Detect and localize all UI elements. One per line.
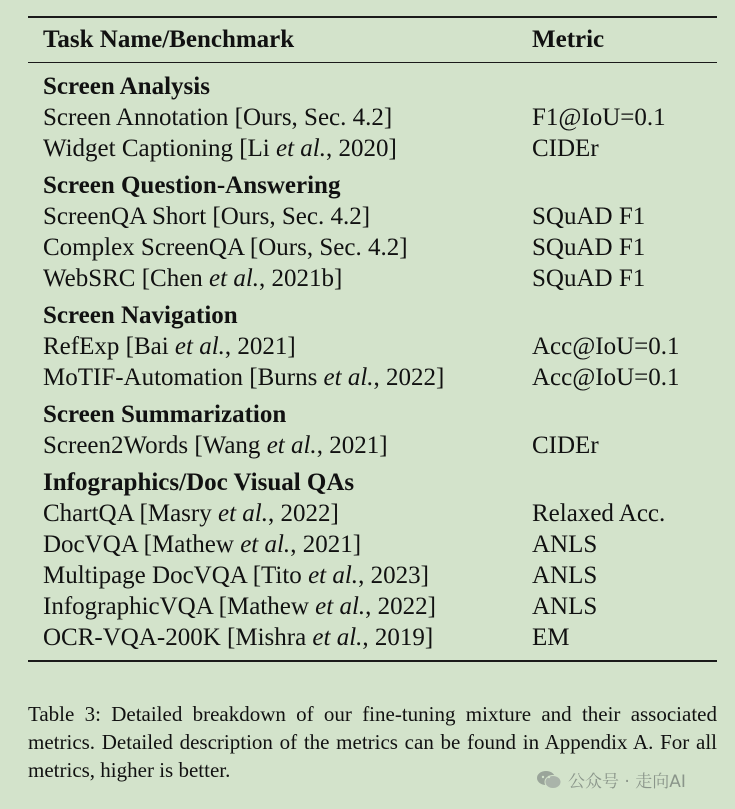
metric-value: SQuAD F1	[532, 265, 646, 292]
table-row	[28, 201, 717, 232]
citation-year: , 2019]	[362, 624, 434, 651]
benchmark-text: RefExp [Bai	[43, 333, 175, 360]
citation-year: , 2023]	[358, 562, 429, 589]
section-title: Infographics/Doc Visual QAs	[43, 469, 355, 496]
benchmark-name	[28, 498, 532, 529]
benchmark-name	[28, 560, 532, 591]
table-row	[28, 498, 717, 529]
benchmark-text: MoTIF-Automation [Burns	[43, 364, 324, 391]
table-header-rule	[28, 62, 717, 63]
benchmark-text: Complex ScreenQA [Ours, Sec. 4.2]	[43, 234, 408, 261]
et-al: et al.	[315, 593, 366, 620]
table-row	[28, 263, 717, 294]
table-row	[28, 362, 717, 393]
table-row	[28, 622, 717, 653]
watermark	[536, 767, 686, 792]
et-al: et al.	[209, 265, 260, 292]
metric-value: CIDEr	[532, 135, 599, 162]
benchmark-text: Screen Annotation [Ours, Sec. 4.2]	[43, 104, 393, 131]
benchmark-name	[28, 331, 532, 362]
et-al: et al.	[266, 432, 317, 459]
section-title: Screen Navigation	[43, 302, 238, 329]
section-title-row	[28, 467, 717, 498]
table-row	[28, 133, 717, 164]
metrics-table	[28, 16, 717, 662]
table-caption: Table 3: Detailed breakdown of our fine-tuning mixture and their associated metrics. Detailed description of the metrics can be found in Appendix A. For all metrics, higher is better.	[28, 702, 717, 782]
benchmark-text: Widget Captioning [Li	[43, 135, 276, 162]
benchmark-name	[28, 362, 532, 393]
table-row	[28, 331, 717, 362]
benchmark-text: OCR-VQA-200K [Mishra	[43, 624, 313, 651]
benchmark-name	[28, 591, 532, 622]
table-row	[28, 102, 717, 133]
et-al: et al.	[308, 562, 359, 589]
citation-year: , 2022]	[267, 500, 339, 527]
et-al: et al.	[275, 135, 326, 162]
metric-value: ANLS	[532, 531, 598, 558]
table-bottom-rule	[28, 660, 717, 662]
citation-year: , 2022]	[373, 364, 445, 391]
et-al: et al.	[323, 364, 374, 391]
table-row	[28, 232, 717, 263]
benchmark-name	[28, 529, 532, 560]
benchmark-name	[28, 430, 532, 461]
benchmark-name	[28, 133, 532, 164]
benchmark-name	[28, 263, 532, 294]
section-title: Screen Summarization	[43, 401, 287, 428]
metric-value: CIDEr	[532, 432, 599, 459]
citation-year: , 2021]	[290, 531, 362, 558]
table-header-row	[28, 18, 717, 62]
benchmark-name	[28, 622, 532, 653]
benchmark-name	[28, 201, 532, 232]
section-title-row	[28, 170, 717, 201]
metric-value: ANLS	[532, 593, 598, 620]
benchmark-text: Screen2Words [Wang	[43, 432, 267, 459]
wechat-icon	[536, 770, 562, 790]
section-title-row	[28, 300, 717, 331]
header-metric: Metric	[532, 26, 605, 53]
benchmark-name	[28, 102, 532, 133]
metric-value: Acc@IoU=0.1	[532, 333, 680, 360]
citation-year: , 2021]	[316, 432, 388, 459]
table-row	[28, 430, 717, 461]
section-title-row	[28, 399, 717, 430]
metric-value: EM	[532, 624, 570, 651]
citation-year: , 2021b]	[259, 265, 343, 292]
watermark-text: 公众号 · 走向AI	[568, 772, 686, 792]
benchmark-text: InfographicVQA [Mathew	[43, 593, 316, 620]
metric-value: Acc@IoU=0.1	[532, 364, 680, 391]
metric-value: F1@IoU=0.1	[532, 104, 666, 131]
benchmark-text: ScreenQA Short [Ours, Sec. 4.2]	[43, 203, 371, 230]
et-al: et al.	[174, 333, 225, 360]
benchmark-text: DocVQA [Mathew	[43, 531, 241, 558]
citation-year: , 2020]	[325, 135, 397, 162]
citation-year: , 2022]	[365, 593, 436, 620]
metric-value: Relaxed Acc.	[532, 500, 666, 527]
benchmark-text: Multipage DocVQA [Tito	[43, 562, 309, 589]
table-row	[28, 591, 717, 622]
table-body	[28, 71, 717, 653]
et-al: et al.	[217, 500, 268, 527]
benchmark-text: WebSRC [Chen	[43, 265, 210, 292]
header-task: Task Name/Benchmark	[43, 26, 295, 53]
metric-value: ANLS	[532, 562, 598, 589]
benchmark-text: ChartQA [Masry	[43, 500, 218, 527]
table-row	[28, 529, 717, 560]
section-title: Screen Analysis	[43, 73, 210, 100]
metric-value: SQuAD F1	[532, 203, 646, 230]
citation-year: , 2021]	[224, 333, 296, 360]
table-row	[28, 560, 717, 591]
section-title: Screen Question-Answering	[43, 172, 341, 199]
metric-value: SQuAD F1	[532, 234, 646, 261]
et-al: et al.	[240, 531, 291, 558]
et-al: et al.	[312, 624, 363, 651]
benchmark-name	[28, 232, 532, 263]
section-title-row	[28, 71, 717, 102]
